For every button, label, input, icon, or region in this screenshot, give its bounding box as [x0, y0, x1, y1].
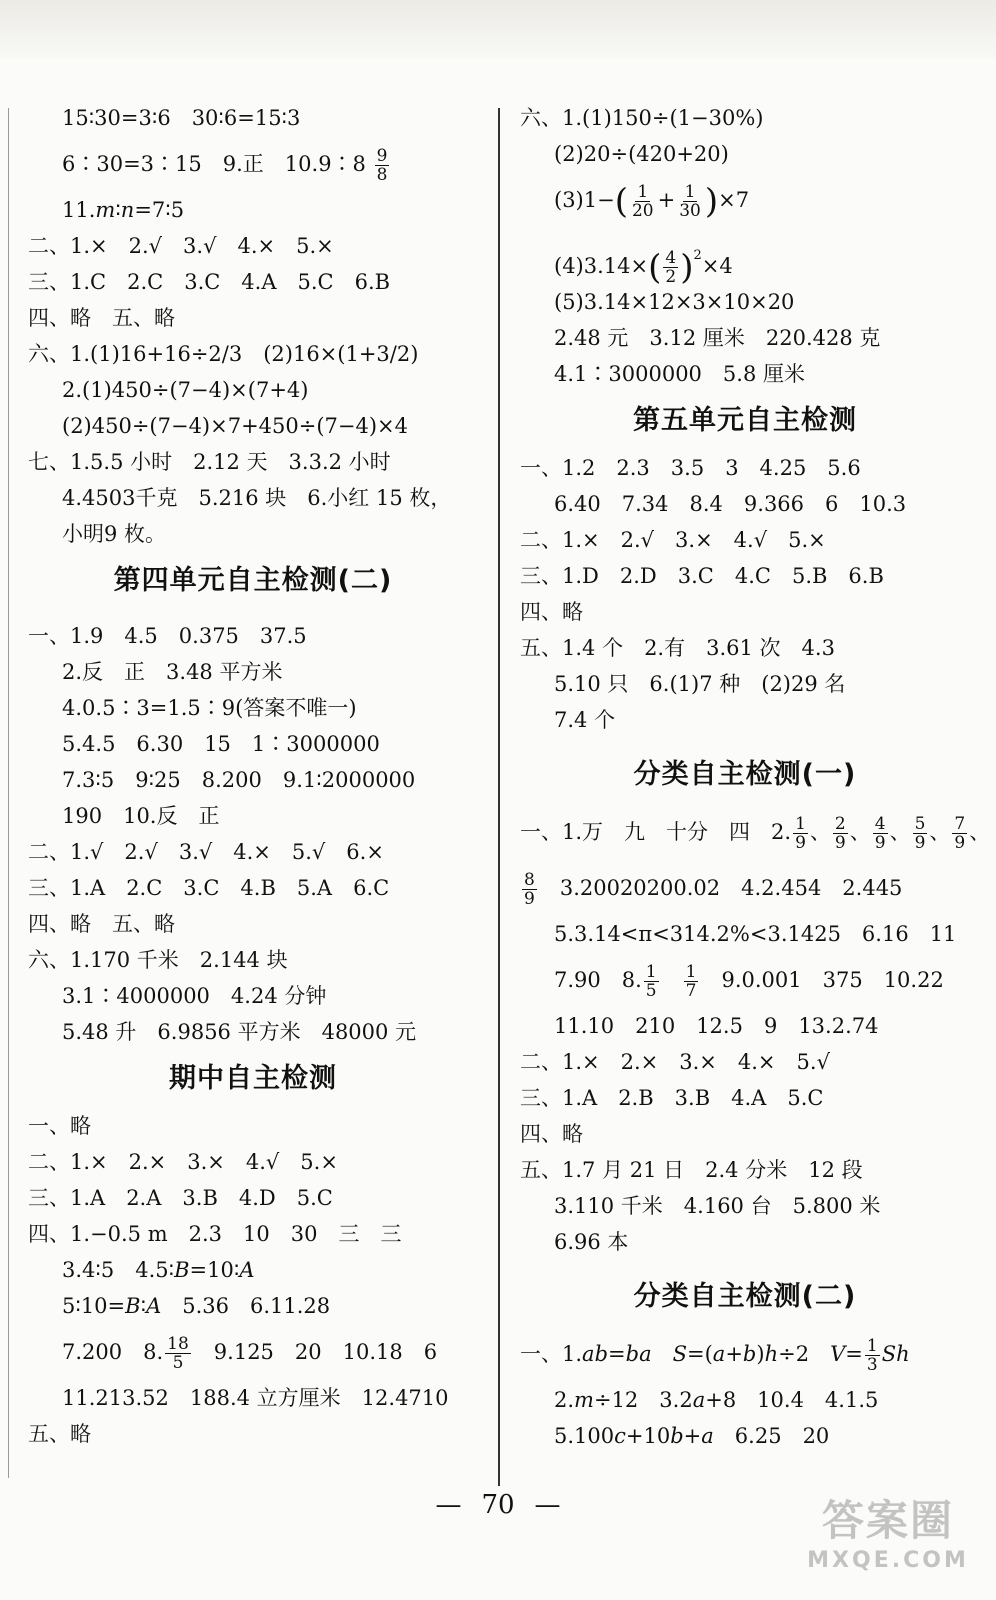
answer-line: 四、略 五、略: [28, 306, 175, 330]
answer-line: 2.(1)450÷(7−4)×(7+4): [62, 378, 309, 402]
answer-line: 4.0.5∶3=1.5∶9(答案不唯一): [62, 696, 357, 720]
answer-line: 一、1.9 4.5 0.375 37.5: [28, 624, 307, 648]
answer-line: 一、1.2 2.3 3.5 3 4.25 5.6: [520, 456, 861, 480]
column-divider: [498, 108, 500, 1486]
fraction: $\frac{1}{30}$: [679, 182, 701, 221]
answer-line: 一、略: [28, 1114, 91, 1138]
right-column: [520, 100, 991, 1454]
section-title: 第五单元自主检测: [633, 405, 857, 436]
answer-line: 5.48 升 6.9856 平方米 48000 元: [62, 1020, 417, 1044]
page-number: — 70 —: [435, 1490, 561, 1520]
watermark-logo: 答案圈 MXQE.COM: [807, 1496, 969, 1573]
answer-line: 六、1.(1)150÷(1−30%): [520, 106, 764, 130]
answer-line: 5.4.5 6.30 15 1∶3000000: [62, 732, 380, 756]
answer-line: 二、1.√ 2.√ 3.√ 4.× 5.√ 6.×: [28, 840, 384, 864]
answer-line: 6.96 本: [554, 1230, 629, 1254]
answer-line: 3.1∶4000000 4.24 分钟: [62, 984, 327, 1008]
answer-line: 2.48 元 3.12 厘米 220.428 克: [554, 326, 881, 350]
answer-line: 四、略 五、略: [28, 912, 175, 936]
answer-line: 五、略: [28, 1422, 91, 1446]
answer-line: 7.200 8. $\frac{18}{5}$ 9.125 20 10.18 6: [62, 1334, 438, 1373]
answer-line: 六、1.(1)16+16÷2/3 (2)16×(1+3/2): [28, 342, 419, 366]
answer-line: (5)3.14×12×3×10×20: [554, 290, 795, 314]
answer-line: 三、1.C 2.C 3.C 4.A 5.C 6.B: [28, 270, 391, 294]
answer-line: 4.4503千克 5.216 块 6.小红 15 枚，: [62, 486, 452, 510]
answer-line: 5.100c+10b+a 6.25 20: [554, 1424, 830, 1448]
answer-line: 190 10.反 正: [62, 804, 220, 828]
answer-line: 二、1.× 2.√ 3.√ 4.× 5.×: [28, 234, 334, 258]
answer-line: 小明9 枚。: [62, 522, 167, 546]
answer-line: 3.4∶5 4.5∶B=10∶A: [62, 1258, 255, 1282]
section-title: 期中自主检测: [169, 1063, 337, 1094]
answer-line: (2)20÷(420+20): [554, 142, 729, 166]
answer-line: 2.反 正 3.48 平方米: [62, 660, 283, 684]
section-title: 分类自主检测(一): [633, 759, 857, 790]
answer-line: 五、1.7 月 21 日 2.4 分米 12 段: [520, 1158, 863, 1182]
answer-line: 4.1∶3000000 5.8 厘米: [554, 362, 805, 386]
section-title: 分类自主检测(二): [633, 1281, 857, 1312]
left-margin-rule: [8, 108, 9, 1478]
answer-line: 5.10 只 6.(1)7 种 (2)29 名: [554, 672, 846, 696]
scan-top-band: [0, 0, 996, 58]
answer-line: 四、略: [520, 1122, 583, 1146]
answer-line: (4)3.14×( $\frac{4}{2}$ )$^2$×4: [554, 247, 733, 288]
section-title: 第四单元自主检测(二): [113, 565, 393, 596]
answer-line: 五、1.4 个 2.有 3.61 次 4.3: [520, 636, 835, 660]
answer-line: 三、1.A 2.C 3.C 4.B 5.A 6.C: [28, 876, 390, 900]
answer-line: 一、1.万 九 十分 四 2. $\frac{1}{9}$ 、 $\frac{2}{9}$ 、 $\frac{4}{9}$ 、 $\frac{5}{9}$ 、 $\frac{7}{9}$ 、: [520, 814, 991, 853]
answer-line: $\frac{8}{9}$ 3.20020200.02 4.2.454 2.445: [524, 870, 903, 909]
left-column: [28, 100, 478, 1452]
answer-line: 四、1.−0.5 m 2.3 10 30 三 三: [28, 1222, 402, 1246]
answer-line: 15∶30=3∶6 30∶6=15∶3: [62, 106, 301, 130]
answer-line: 7.90 8. $\frac{1}{5}$ $\frac{1}{7}$ 9.0.001 375 10.22: [554, 962, 944, 1001]
answer-line: (2)450÷(7−4)×7+450÷(7−4)×4: [62, 414, 409, 438]
fraction: $\frac{8}{9}$: [524, 870, 535, 909]
fraction: $\frac{4}{2}$: [665, 248, 677, 287]
answer-line: 二、1.× 2.× 3.× 4.√ 5.×: [28, 1150, 338, 1174]
answer-line: 11.m∶n=7∶5: [62, 198, 185, 222]
answer-line: (3)1−( $\frac{1}{20}$ + $\frac{1}{30}$ )×7: [554, 181, 750, 222]
answer-line: 二、1.× 2.√ 3.× 4.√ 5.×: [520, 528, 826, 552]
answer-line: 六、1.170 千米 2.144 块: [28, 948, 288, 972]
answer-line: 三、1.A 2.A 3.B 4.D 5.C: [28, 1186, 333, 1210]
answer-line: 6.40 7.34 8.4 9.366 6 10.3: [554, 492, 907, 516]
fraction: $\frac{9}{8}$: [376, 146, 388, 185]
answer-line: 三、1.D 2.D 3.C 4.C 5.B 6.B: [520, 564, 884, 588]
answer-line: 三、1.A 2.B 3.B 4.A 5.C: [520, 1086, 824, 1110]
fraction: $\frac{18}{5}$: [167, 1334, 189, 1373]
answer-line: 7.4 个: [554, 708, 616, 732]
answer-line: 11.10 210 12.5 9 13.2.74: [554, 1014, 879, 1038]
answer-line: 四、略: [520, 600, 583, 624]
fraction: $\frac{1}{20}$: [631, 182, 654, 221]
answer-line: 一、1.ab=ba S=(a+b)h÷2 V= $\frac{1}{3}$ Sh: [520, 1336, 910, 1375]
answer-line: 七、1.5.5 小时 2.12 天 3.3.2 小时: [28, 450, 391, 474]
answer-line: 11.213.52 188.4 立方厘米 12.4710: [62, 1386, 449, 1410]
answer-line: 5∶10=B∶A 5.36 6.11.28: [62, 1294, 331, 1318]
answer-line: 5.3.14<π<314.2%<3.1425 6.16 11: [554, 922, 957, 946]
answer-line: 6∶30=3∶15 9.正 10.9∶8 $\frac{9}{8}$: [62, 146, 388, 185]
answer-line: 3.110 千米 4.160 台 5.800 米: [554, 1194, 881, 1218]
answer-line: 2.m÷12 3.2a+8 10.4 4.1.5: [554, 1388, 879, 1412]
answer-line: 二、1.× 2.× 3.× 4.× 5.√: [520, 1050, 830, 1074]
answer-line: 7.3∶5 9∶25 8.200 9.1∶2000000: [62, 768, 416, 792]
